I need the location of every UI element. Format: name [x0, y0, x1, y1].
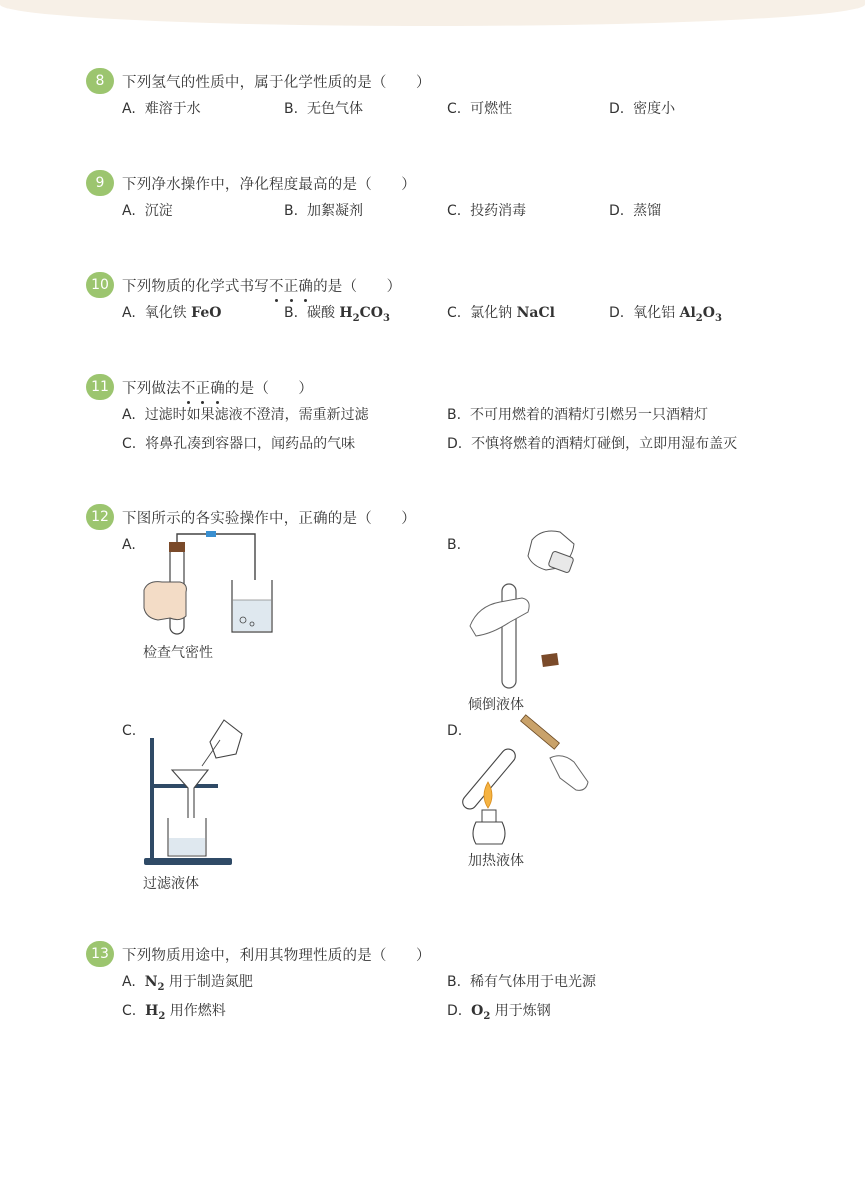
option-b-caption: 倾倒液体 [468, 697, 524, 713]
option-c[interactable]: C. 氯化钠 NaCl [447, 305, 555, 321]
emphasis-char: 确 [210, 381, 225, 397]
filtering-illustration[interactable] [140, 714, 250, 870]
option-d[interactable]: D. 蒸馏 [609, 203, 662, 219]
header-band [0, 0, 865, 26]
option-c[interactable]: C. 投药消毒 [447, 203, 527, 219]
option-b[interactable]: B. 无色气体 [284, 101, 363, 117]
option-a-letter[interactable]: A. [122, 537, 136, 553]
option-a[interactable]: A. 沉淀 [122, 203, 173, 219]
question-number-badge: 13 [86, 941, 114, 967]
question-stem: 下列净水操作中，净化程度最高的是（ ） [122, 176, 416, 193]
question-stem: 下图所示的各实验操作中，正确的是（ ） [122, 510, 416, 527]
option-d[interactable]: D. 不慎将燃着的酒精灯碰倒，立即用湿布盖灭 [447, 436, 738, 452]
emphasis-char: 正 [196, 381, 211, 397]
option-a[interactable]: A. $N_2$ 用于制造氮肥 [122, 974, 253, 993]
airtightness-check-illustration[interactable] [140, 528, 290, 640]
option-d-caption: 加热液体 [468, 853, 524, 869]
option-a[interactable]: A. 难溶于水 [122, 101, 201, 117]
question-10 [86, 272, 722, 327]
option-b[interactable]: B. 稀有气体用于电光源 [447, 974, 596, 990]
question-number-badge: 9 [86, 170, 114, 196]
chemical-formula: FeO [191, 305, 222, 321]
question-9 [86, 170, 662, 225]
option-c-caption: 过滤液体 [143, 876, 199, 892]
option-a[interactable]: A. 氧化铁 FeO [122, 305, 222, 321]
option-c[interactable]: C. 可燃性 [447, 101, 513, 117]
question-number-badge: 10 [86, 272, 114, 298]
option-b[interactable]: B. 不可用燃着的酒精灯引燃另一只酒精灯 [447, 407, 708, 423]
pouring-liquid-illustration[interactable] [462, 526, 592, 691]
heating-liquid-illustration[interactable] [462, 712, 592, 852]
option-c[interactable]: C. 将鼻孔凑到容器口，闻药品的气味 [122, 436, 356, 452]
option-c[interactable]: C. $H_2$ 用作燃料 [122, 1003, 226, 1022]
option-c-letter[interactable]: C. [122, 723, 137, 739]
option-d[interactable]: D. 密度小 [609, 101, 676, 117]
option-d-letter[interactable]: D. [447, 723, 463, 739]
question-number-badge: 12 [86, 504, 114, 530]
chemical-formula: NaCl [516, 305, 555, 321]
chemical-formula: $O_2$ [471, 1003, 491, 1022]
option-d[interactable]: D. 氧化铝 $Al_2O_3$ [609, 305, 722, 324]
emphasis-char: 不 [181, 381, 196, 397]
emphasis-char: 确 [298, 279, 313, 295]
option-a[interactable]: A. 过滤时如果滤液不澄清，需重新过滤 [122, 407, 369, 423]
chemical-formula: $H_2CO_3$ [339, 305, 390, 324]
option-a-caption: 检查气密性 [143, 645, 213, 661]
question-stem: 下列氢气的性质中，属于化学性质的是（ ） [122, 74, 431, 91]
question-number-badge: 11 [86, 374, 114, 400]
question-number-badge: 8 [86, 68, 114, 94]
question-stem: 下列物质用途中，利用其物理性质的是（ ） [122, 947, 431, 964]
question-11 [86, 374, 738, 458]
question-stem: 下列做法不 正 确 的是（ ） [122, 377, 313, 398]
question-8 [86, 68, 676, 123]
option-b[interactable]: B. 加絮凝剂 [284, 203, 363, 219]
option-b-letter[interactable]: B. [447, 537, 462, 553]
chemical-formula: $H_2$ [145, 1003, 166, 1022]
option-b[interactable]: B. 碳酸 $H_2CO_3$ [284, 305, 390, 324]
option-d[interactable]: D. $O_2$ 用于炼钢 [447, 1003, 551, 1022]
emphasis-char: 不 [269, 279, 284, 295]
emphasis-char: 正 [284, 279, 299, 295]
question-12 [86, 504, 416, 530]
chemical-formula: $Al_2O_3$ [679, 305, 722, 324]
question-13 [86, 941, 596, 1025]
question-stem: 下列物质的化学式书写不 正 确 的是（ ） [122, 275, 401, 296]
chemical-formula: $N_2$ [144, 974, 165, 993]
